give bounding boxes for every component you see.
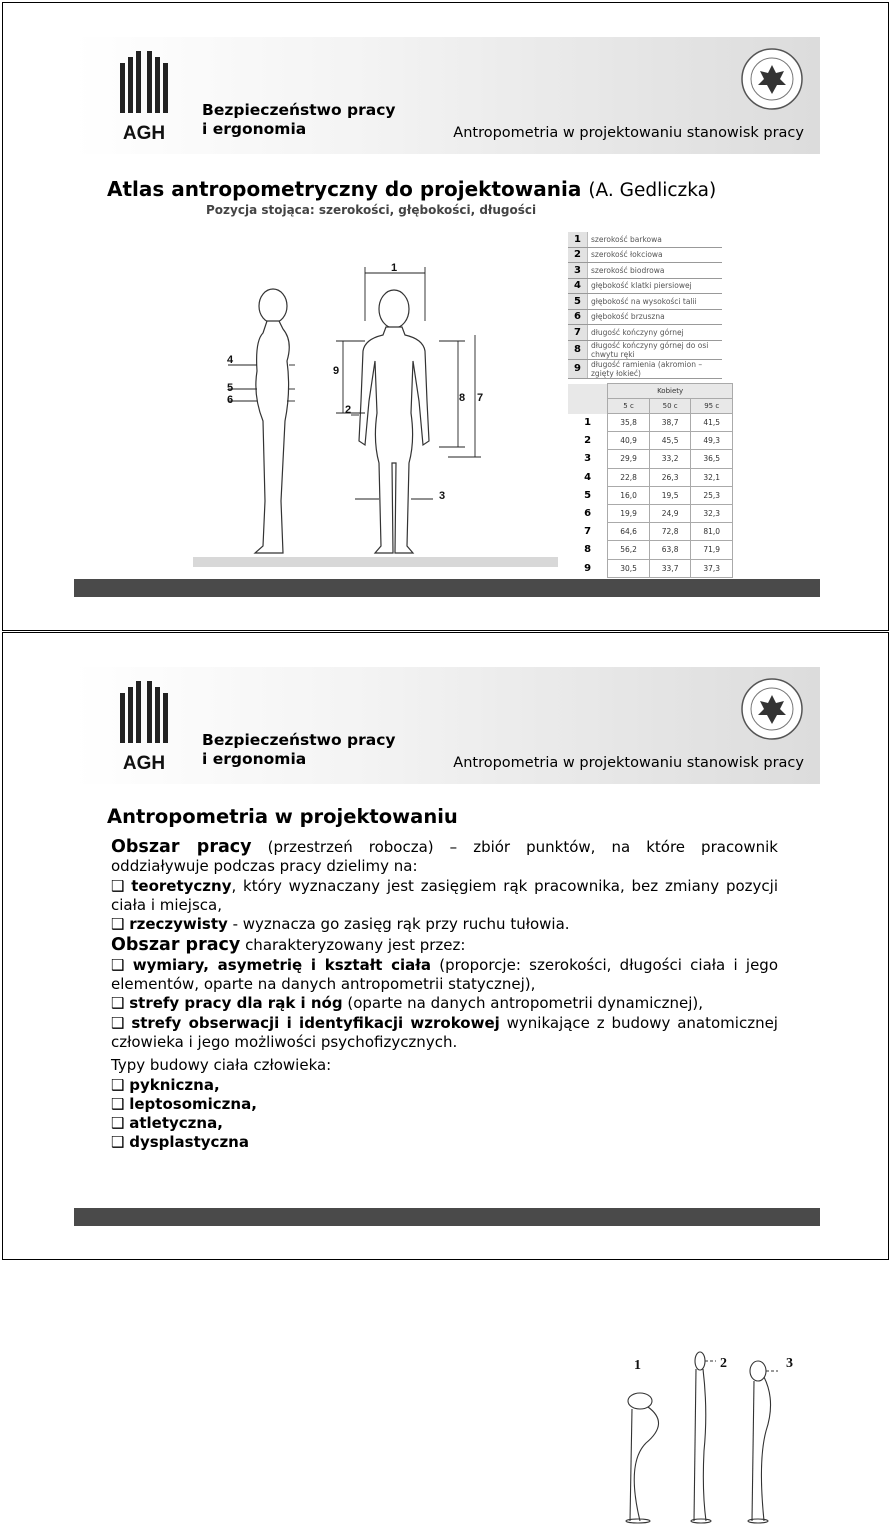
logo-text: AGH	[122, 753, 166, 771]
dimension-row: 7 długość kończyny górnej	[568, 325, 722, 341]
svg-text:7: 7	[477, 392, 484, 404]
bullet-observation-zones: ❑ strefy obserwacji i identyfikacji wzrokowej wynikające z budowy anatomicznej człowieka i jego możliwości psychofizycznych.	[111, 1013, 778, 1051]
front-view-figure	[359, 290, 429, 553]
female-percentiles-table: Kobiety 5 c 50 c 95 c 1 35,8 38,7 41,5 2 40,9 45,5 49,3 3 29,9 33,2 36,5 4 22,8 26,3 32,1 5 16,0 19,5 25,3 6 19,9 24,9 32,3 7 64,6 72,8 81,0 8 56,2 63,8 71,9 9 30,5 33,7 37,3	[568, 383, 733, 578]
svg-text:6: 6	[227, 394, 234, 406]
slide-footer-bar	[74, 579, 820, 597]
course-name: Bezpieczeństwo pracy i ergonomia	[202, 101, 396, 138]
slide-subject: Antropometria w projektowaniu stanowisk pracy	[453, 755, 804, 771]
body-types-intro: Typy budowy ciała człowieka:	[111, 1056, 332, 1075]
values-row: 6 19,9 24,9 32,3	[568, 504, 733, 522]
bullet-theoretical: ❑ teoretyczny, który wyznaczany jest zasięgiem rąk pracownika, bez zmiany pozycji ciała i miejsca,	[111, 876, 778, 914]
body-type-item: ❑ atletyczna,	[111, 1114, 223, 1133]
body-type-item: ❑ leptosomiczna,	[111, 1094, 257, 1113]
slide-footer-bar	[74, 1208, 820, 1226]
slide-header	[74, 37, 820, 154]
svg-text:2: 2	[345, 404, 352, 416]
bullet-dimensions: ❑ wymiary, asymetrię i kształt ciała (proporcje: szerokości, długości ciała i jego elementów, oparte na danych antropometrii statycznej),	[111, 955, 778, 994]
dimension-row: 4 głębokość klatki piersiowej	[568, 278, 722, 294]
bullet-work-zones: ❑ strefy pracy dla rąk i nóg (oparte na danych antropometrii dynamicznej),	[111, 994, 704, 1013]
dimension-row: 8 długość kończyny górnej do osi chwytu ręki	[568, 340, 722, 359]
slide-title: Atlas antropometryczny do projektowania (A. Gedliczka)	[107, 177, 717, 201]
svg-text:1: 1	[391, 262, 398, 274]
slide-subject: Antropometria w projektowaniu stanowisk pracy	[453, 125, 804, 141]
logo-text: AGH	[122, 123, 166, 141]
svg-text:5: 5	[227, 382, 234, 394]
svg-text:1: 1	[634, 1358, 641, 1373]
values-row: 5 16,0 19,5 25,3	[568, 486, 733, 504]
slide-header	[74, 667, 820, 784]
university-seal-icon	[740, 47, 804, 111]
svg-text:2: 2	[720, 1356, 727, 1371]
svg-text:9: 9	[333, 365, 340, 377]
body-silhouettes-illustration	[193, 201, 563, 573]
dimension-row: 2 szerokość łokciowa	[568, 247, 722, 263]
slide-2	[2, 632, 889, 1373]
values-row: 2 40,9 45,5 49,3	[568, 432, 733, 450]
svg-text:4: 4	[227, 354, 234, 366]
values-row: 1 35,8 38,7 41,5	[568, 414, 733, 432]
agh-logo-icon	[118, 51, 170, 141]
values-row: 7 64,6 72,8 81,0	[568, 523, 733, 541]
dimension-row: 5 głębokość na wysokości talii	[568, 294, 722, 310]
slide-body	[111, 838, 778, 1153]
dimension-row: 3 szerokość biodrowa	[568, 263, 722, 279]
bullet-real: ❑ rzeczywisty - wyznacza go zasięg rąk przy ruchu tułowia.	[111, 915, 570, 934]
svg-text:8: 8	[459, 392, 466, 404]
slide-title: Antropometria w projektowaniu	[107, 805, 458, 828]
anthropometric-figure	[193, 201, 733, 573]
values-row: 9 30,5 33,7 37,3	[568, 559, 733, 577]
body-type-item: ❑ dysplastyczna	[111, 1133, 249, 1152]
characteristics-paragraph: Obszar pracy charakteryzowany jest przez:	[111, 935, 466, 956]
agh-logo-icon	[118, 681, 170, 771]
dimension-row: 6 głębokość brzuszna	[568, 309, 722, 325]
svg-text:3: 3	[786, 1356, 793, 1371]
dimension-row: 1 szerokość barkowa	[568, 232, 722, 247]
body-type-item: ❑ pykniczna,	[111, 1075, 220, 1094]
side-view-figure	[255, 289, 289, 553]
values-row: 4 22,8 26,3 32,1	[568, 468, 733, 486]
values-row: 8 56,2 63,8 71,9	[568, 541, 733, 559]
svg-text:3: 3	[439, 490, 446, 502]
dimensions-legend-table	[568, 232, 722, 379]
university-seal-icon	[740, 677, 804, 741]
group-label: Kobiety	[608, 384, 733, 399]
dimension-row: 9 długość ramienia (akromion – zgięty łokieć)	[568, 359, 722, 378]
values-row: 3 29,9 33,2 36,5	[568, 450, 733, 468]
slide-1	[2, 2, 889, 631]
course-name: Bezpieczeństwo pracy i ergonomia	[202, 731, 396, 768]
figure-caption: Pozycja stojąca: szerokości, głębokości, długości	[206, 203, 537, 217]
body-types-illustration	[608, 1351, 813, 1526]
definition-paragraph: Obszar pracy (przestrzeń robocza) – zbiór punktów, na które pracownik oddziaływuje podczas pracy dzielimy na:	[111, 837, 778, 876]
